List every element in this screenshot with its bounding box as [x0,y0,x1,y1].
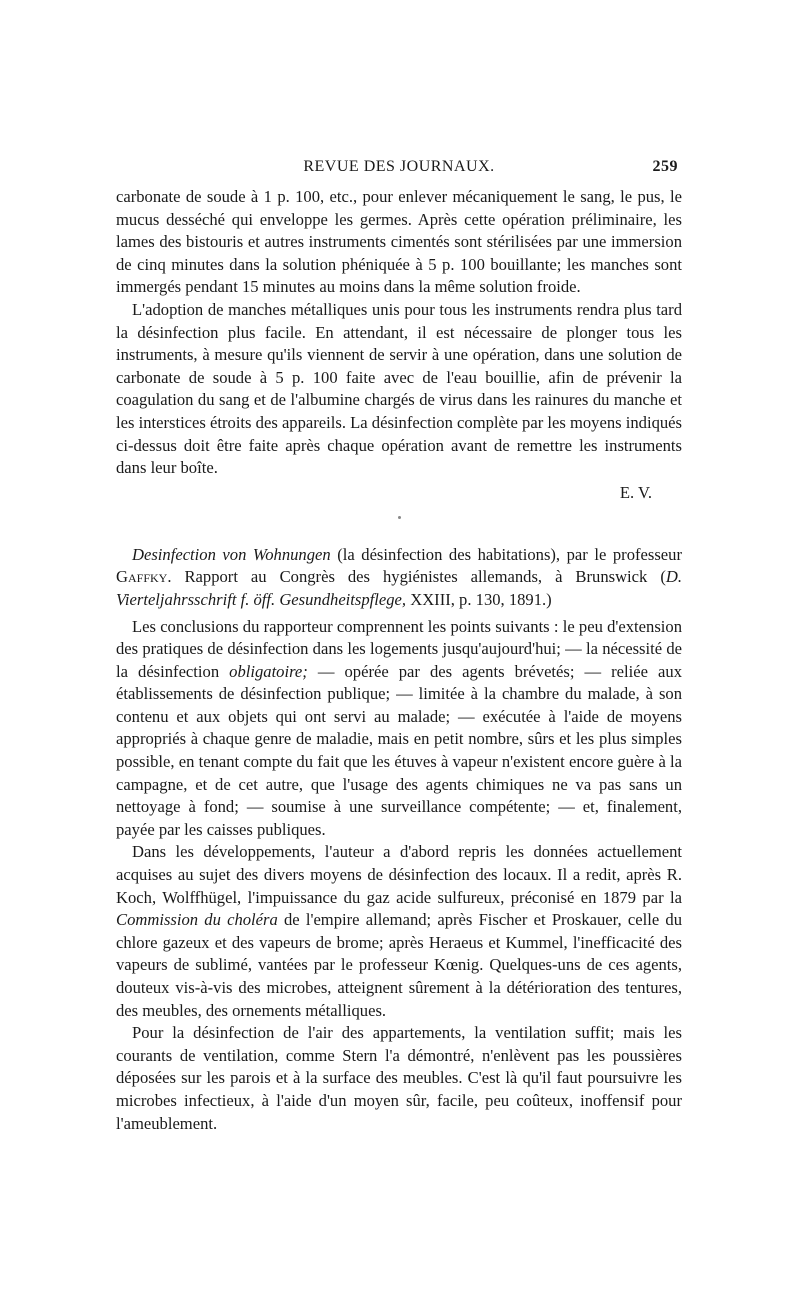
article1-paragraph-2: L'adoption de manches métalliques unis pour tous les instruments rendra plus tard la désinfection plus facile. En attendant, il est nécessaire de plonger tous les instruments, à mesure qu'ils viennent de servir à une opération, dans une solution de carbonate de soude à 5 p. 100 faite avec de l'eau bouillie, afin de prévenir la coagulation du sang et de l'albumine chargés de virus dans les rainures du manche et les interstices étroits des appareils. La désinfection complète par les moyens indiqués ci-dessus doit être faite après chaque opération avant de remettre les instruments dans leur boîte. [116,299,682,478]
article2-paragraph-1 [116,616,682,842]
article2-title: Desinfection von Wohnungen [132,544,331,564]
article2-p2-text-a: Dans les développements, l'auteur a d'abord repris les données actuellement acquises au sujet des divers moyens de désinfection des locaux. Il a redit, après R. Koch, Wolffhügel, l'impuissance du gaz acide sulfureux, préconisé en 1879 par la [116,842,682,907]
running-head [116,154,682,180]
article-separator [116,516,682,544]
article2-paragraph-3: Pour la désinfection de l'air des appartements, la ventilation suffit; mais les courants de ventilation, comme Stern l'a démontré, n'enlèvent pas les poussières déposées sur les parois et à la surface des meubles. C'est là qu'il faut poursuivre les microbes infectieux, à l'aide d'un moyen sûr, facile, peu coûteux, inoffensif pour l'ameublement. [116,1023,682,1133]
page-number: 259 [652,158,678,175]
article2-after-author: . Rapport au Congrès des hygiénistes allemands, à Brunswick ( [167,567,666,587]
article2-author: Gaffky [116,567,168,587]
article2-p1-italic: obligatoire; [229,661,308,681]
article2-heading [116,544,682,612]
article2-p1-text-a: Les conclusions du rapporteur comprennent les points suivants : le peu d'extension des pratiques de désinfection dans les logements jusqu'aujourd'hui; — la nécessité de la désinfection [116,616,682,681]
article2-p2-text-b: de l'empire allemand; après Fischer et Proskauer, celle du chlore gazeux et des vapeurs de brome; après Heraeus et Kummel, l'inefficacité des vapeurs de sublimé, vantées par le professeur Kœnig. Quelques-uns de ces agents, douteux vis-à-vis des microbes, atteignent sûrement à la détérioration des tentures, des meubles, des ornements métalliques. [116,910,682,1020]
article2-p1-text-b: — opérée par des agents brévetés; — reliée aux établissements de désinfection publique; — limitée à la chambre du malade, à son contenu et aux objets qui ont servi au malade; — exécutée à l'aide de moyens appropriés à chaque genre de maladie, mais en petit nombre, sûrs et les plus simples possible, en tenant compte du fait que les étuves à vapeur n'existent encore guère à la campagne, et de cet autre, que l'usage des agents chimiques ne va pas sans un nettoyage à fond; — soumise à une surveillance compétente; — et, finalement, payée par les caisses publiques. [116,661,682,839]
article2-source: D. Vierteljahrsschrift f. öff. Gesundheitspflege, [116,567,682,609]
article1-paragraph-1: carbonate de soude à 1 p. 100, etc., pour enlever mécaniquement le sang, le pus, le mucus desséché qui enveloppe les germes. Après cette opération préliminaire, les lames des bistouris et autres instruments cimentés sont stérilisées par une immersion de cinq minutes dans la solution phéniquée à 5 p. 100 bouillante; les manches sont immergés pendant 15 minutes au moins dans la même solution froide. [116,187,682,297]
article2-p2-italic: Commission du choléra [116,910,278,930]
separator-dot [398,516,401,519]
article1-signature: E. V. [619,482,652,502]
article2-paragraph-2 [116,841,682,1022]
journal-page [116,154,682,1135]
article2-source-after: XXIII, p. 130, 1891.) [406,589,552,609]
running-title: REVUE DES JOURNAUX. [303,158,495,175]
article2-title-after: (la désinfection des habitations), par le professeur [330,544,682,564]
